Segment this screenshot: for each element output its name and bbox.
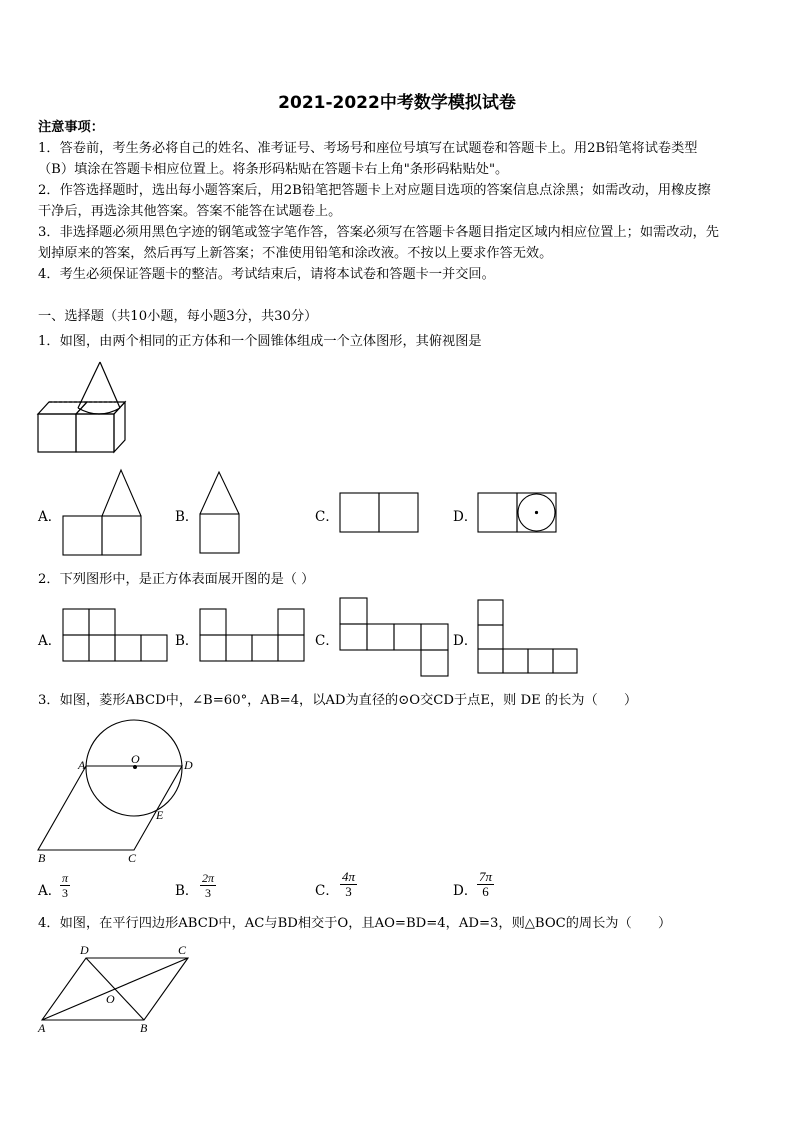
page-title: 2021-2022中考数学模拟试卷 [278,93,516,113]
q4-label-d: D [80,943,89,957]
notice-line: 4．考生必须保证答题卡的整洁。考试结束后，请将本试卷和答题卡一并交回。 [38,267,495,282]
q3-option-a-label[interactable]: A． [38,883,62,899]
q4-label-c: C [178,943,187,957]
q3-rhombus-figure [34,718,204,864]
q2-option-c-label[interactable]: C． [315,633,339,649]
question-1-text: 1．如图，由两个相同的正方体和一个圆锥体组成一个立体图形，其俯视图是 [38,334,482,349]
q3-option-c-label[interactable]: C． [315,883,339,899]
q4-label-o: O [106,992,115,1006]
q1-option-a-label[interactable]: A． [38,509,62,525]
q1-option-d-figure [477,492,559,534]
notice-line: 1．答卷前，考生务必将自己的姓名、准考证号、考场号和座位号填写在试题卷和答题卡上。用2B铅笔将试卷类型 [38,141,698,156]
notice-line: 划掉原来的答案，然后再写上新答案；不准使用铅笔和涂改液。不按以上要求作答无效。 [38,246,553,261]
q1-option-a-figure [62,468,144,558]
q2-option-b-net [199,608,309,664]
notice-line: 干净后，再选涂其他答案。答案不能答在试题卷上。 [38,204,342,219]
q3-option-d-numerator: 7π [479,869,493,884]
q3-label-c: C [128,851,137,865]
q4-label-a: A [38,1021,46,1035]
q3-label-e: E [156,808,164,822]
q3-option-d-fraction [477,870,494,899]
section-header: 一、选择题（共10小题，每小题3分，共30分） [38,309,318,324]
notice-line: 3．非选择题必须用黑色字迹的钢笔或签字笔作答，答案必须写在答题卡各题目指定区域内相应位置上；如需改动，先 [38,225,719,240]
question-3-text: 3．如图，菱形ABCD中，∠B=60°，AB=4，以AD为直径的⊙O交CD于点E，则 DE 的长为（ ） [38,693,638,708]
q3-option-a-denominator: 3 [62,886,68,900]
q2-option-a-label[interactable]: A． [38,633,62,649]
q1-option-b-figure [199,470,241,556]
q3-label-a: A [78,758,86,772]
notice-line: （B）填涂在答题卡相应位置上。将条形码粘贴在答题卡右上角"条形码粘贴处"。 [38,162,509,177]
q3-option-c-fraction [340,870,357,899]
q4-parallelogram-figure [36,942,196,1038]
q1-solid-figure [30,358,140,458]
q3-option-a-fraction [60,871,70,900]
q3-option-d-label[interactable]: D． [453,883,478,899]
question-4-text: 4．如图，在平行四边形ABCD中，AC与BD相交于O，且AO=BD=4，AD=3，则△BOC的周长为（ ） [38,916,672,931]
q3-label-b: B [38,851,46,865]
q2-option-b-label[interactable]: B． [175,633,199,649]
q1-option-c-label[interactable]: C． [315,509,339,525]
q3-option-b-numerator: 2π [202,871,215,885]
q3-option-b-denominator: 3 [205,886,211,900]
q1-option-b-label[interactable]: B． [175,509,199,525]
q2-option-a-net [62,608,172,664]
q2-option-c-net [339,597,451,679]
question-2-text: 2．下列图形中，是正方体表面展开图的是（ ） [38,572,315,587]
q4-label-b: B [140,1021,148,1035]
q3-option-d-denominator: 6 [482,884,489,899]
q3-option-a-numerator: π [62,871,69,885]
q3-option-c-numerator: 4π [342,869,356,884]
q1-option-d-label[interactable]: D． [453,509,478,525]
notice-line: 2．作答选择题时，选出每小题答案后，用2B铅笔把答题卡上对应题目选项的答案信息点涂黑；如需改动，用橡皮擦 [38,183,711,198]
notice-heading: 注意事项： [38,120,104,135]
q3-label-o: O [131,752,140,766]
q3-option-c-denominator: 3 [345,884,352,899]
q2-option-d-net [477,599,581,677]
q2-option-d-label[interactable]: D． [453,633,478,649]
q3-option-b-fraction [200,871,216,900]
q3-label-d: D [184,758,193,772]
q3-option-b-label[interactable]: B． [175,883,199,899]
q1-option-c-figure [339,492,421,534]
